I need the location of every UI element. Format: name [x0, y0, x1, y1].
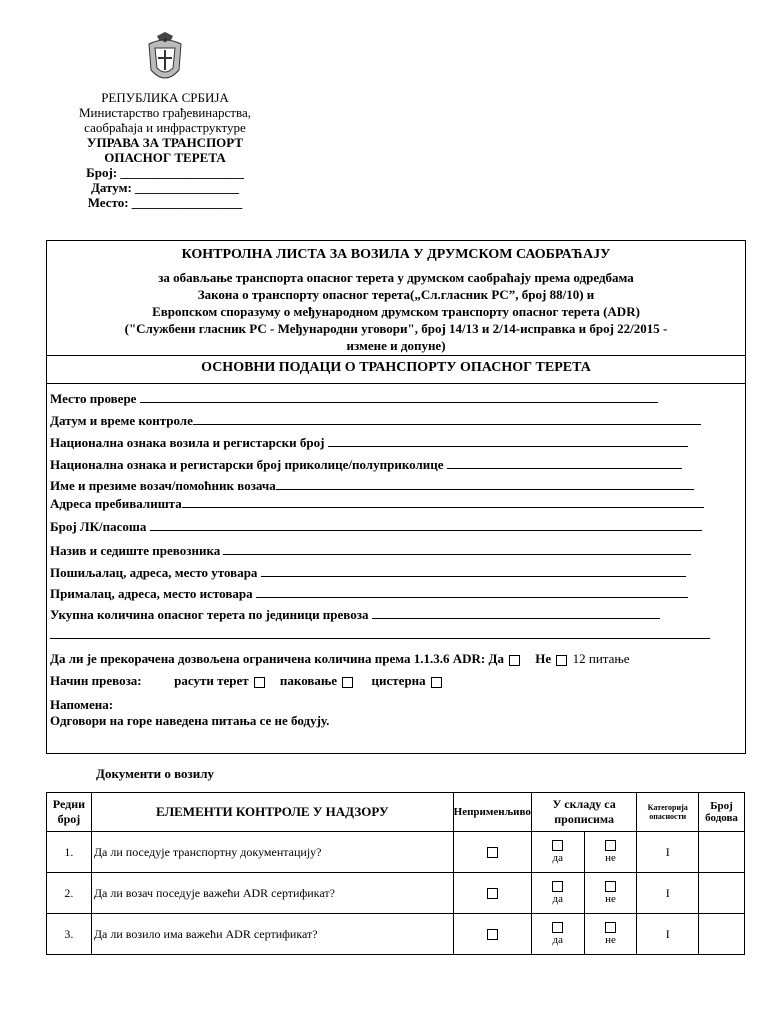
ministry-line-1: Министарство грађевинарства,: [79, 105, 251, 120]
no-cell: не: [584, 873, 637, 914]
note-label: Напомена:: [50, 697, 114, 712]
field-id-passport[interactable]: Број ЛК/пасоша: [50, 519, 702, 535]
category-cell: I: [637, 914, 699, 955]
subtitle-line: измене и допуне): [346, 338, 446, 353]
yes-checkbox[interactable]: [509, 655, 520, 666]
document-header: [40, 30, 290, 210]
control-list-box: [46, 240, 746, 754]
subtitle-line: Европском споразуму о међународном друмском транспорту опасног терета (ADR): [152, 304, 640, 319]
yes-cell: да: [531, 873, 584, 914]
yes-checkbox[interactable]: [552, 840, 563, 851]
field-sender[interactable]: Пошиљалац, адреса, место утовара: [50, 565, 686, 581]
field-recipient[interactable]: Прималац, адреса, место истовара: [50, 586, 688, 602]
documents-title: Документи о возилу: [96, 766, 215, 781]
yes-checkbox[interactable]: [552, 881, 563, 892]
divider: [47, 355, 745, 356]
field-control-datetime[interactable]: Датум и време контроле: [50, 413, 701, 429]
yes-cell: да: [531, 914, 584, 955]
no-checkbox[interactable]: [605, 840, 616, 851]
table-row: [47, 832, 745, 873]
na-cell: [453, 873, 531, 914]
header-elements: ЕЛЕМЕНТИ КОНТРОЛЕ У НАДЗОРУ: [91, 793, 453, 832]
no-checkbox[interactable]: [556, 655, 567, 666]
field-trailer-registration[interactable]: Национална ознака и регистарски број приколице/полуприколице: [50, 457, 682, 473]
header-category: Категорија опасности: [637, 793, 699, 832]
field-check-place[interactable]: Место провере: [50, 391, 658, 407]
ministry-line-2: саобраћаја и инфраструктуре: [84, 120, 246, 135]
form-title: КОНТРОЛНА ЛИСТА ЗА ВОЗИЛА У ДРУМСКОМ САОБРАЋАЈУ: [181, 247, 611, 262]
points-cell[interactable]: [699, 914, 745, 955]
coat-of-arms-icon: [143, 30, 187, 90]
subtitle-line: Закона о транспорту опасног терета(„Сл.гласник РС”, број 88/10) и: [197, 287, 595, 302]
field-extra-line[interactable]: [50, 627, 710, 643]
package-checkbox[interactable]: [342, 677, 353, 688]
divider: [47, 383, 745, 384]
row-num: 2.: [47, 873, 92, 914]
admin-line-1: УПРАВА ЗА ТРАНСПОРТ: [86, 135, 244, 150]
subtitle-line: ("Службени гласник РС - Међународни уговори", број 14/13 и 2/14-исправка и број 22/2015 -: [124, 321, 668, 336]
row-num: 1.: [47, 832, 92, 873]
category-cell: I: [637, 832, 699, 873]
table-row: [47, 873, 745, 914]
no-checkbox[interactable]: [605, 881, 616, 892]
transport-mode: Начин превоза: расути терет паковање цистерна: [50, 673, 444, 689]
header-compliance: У складу са прописима: [531, 793, 636, 832]
subtitle-line: за обављање транспорта опасног терета у друмском саобраћају према одредбама: [158, 270, 634, 285]
header-num: Редни број: [47, 793, 92, 832]
no-cell: не: [584, 832, 637, 873]
na-cell: [453, 914, 531, 955]
row-text: Да ли возило има важећи ADR сертификат?: [91, 914, 453, 955]
header-na: Неприменљиво: [453, 793, 531, 832]
place-field[interactable]: Место: _________________: [87, 195, 243, 210]
limited-quantity-question: Да ли је прекорачена дозвољена ограничена количина према 1.1.3.6 ADR: Да Не 12 питање: [50, 651, 630, 666]
field-total-quantity[interactable]: Укупна количина опасног терета по јединици превоза: [50, 607, 660, 623]
tank-checkbox[interactable]: [431, 677, 442, 688]
no-cell: не: [584, 914, 637, 955]
no-checkbox[interactable]: [605, 922, 616, 933]
field-vehicle-registration[interactable]: Национална ознака возила и регистарски број: [50, 435, 688, 451]
control-table: [46, 792, 745, 955]
table-row: [47, 914, 745, 955]
field-driver-name[interactable]: Име и презиме возач/помоћник возача: [50, 478, 694, 494]
admin-line-2: ОПАСНОГ ТЕРЕТА: [104, 150, 226, 165]
field-carrier[interactable]: Назив и седиште превозника: [50, 543, 691, 559]
na-checkbox[interactable]: [487, 888, 498, 899]
na-checkbox[interactable]: [487, 929, 498, 940]
na-cell: [453, 832, 531, 873]
bulk-checkbox[interactable]: [254, 677, 265, 688]
points-cell[interactable]: [699, 873, 745, 914]
section-title: ОСНОВНИ ПОДАЦИ О ТРАНСПОРТУ ОПАСНОГ ТЕРЕТА: [201, 360, 591, 375]
yes-checkbox[interactable]: [552, 922, 563, 933]
row-text: Да ли поседује транспортну документацију?: [91, 832, 453, 873]
row-num: 3.: [47, 914, 92, 955]
points-cell[interactable]: [699, 832, 745, 873]
form-subtitle: [57, 269, 735, 354]
field-address[interactable]: Адреса пребивалишта: [50, 496, 704, 512]
number-field[interactable]: Број: ___________________: [86, 165, 244, 180]
date-field[interactable]: Датум: ________________: [90, 180, 240, 195]
category-cell: I: [637, 873, 699, 914]
yes-cell: да: [531, 832, 584, 873]
header-points: Број бодова: [699, 793, 745, 832]
republic-name: РЕПУБЛИКА СРБИЈА: [101, 90, 229, 105]
row-text: Да ли возач поседује важећи ADR сертификат?: [91, 873, 453, 914]
note-text: Одговори на горе наведена питања се не бодују.: [50, 713, 330, 728]
na-checkbox[interactable]: [487, 847, 498, 858]
